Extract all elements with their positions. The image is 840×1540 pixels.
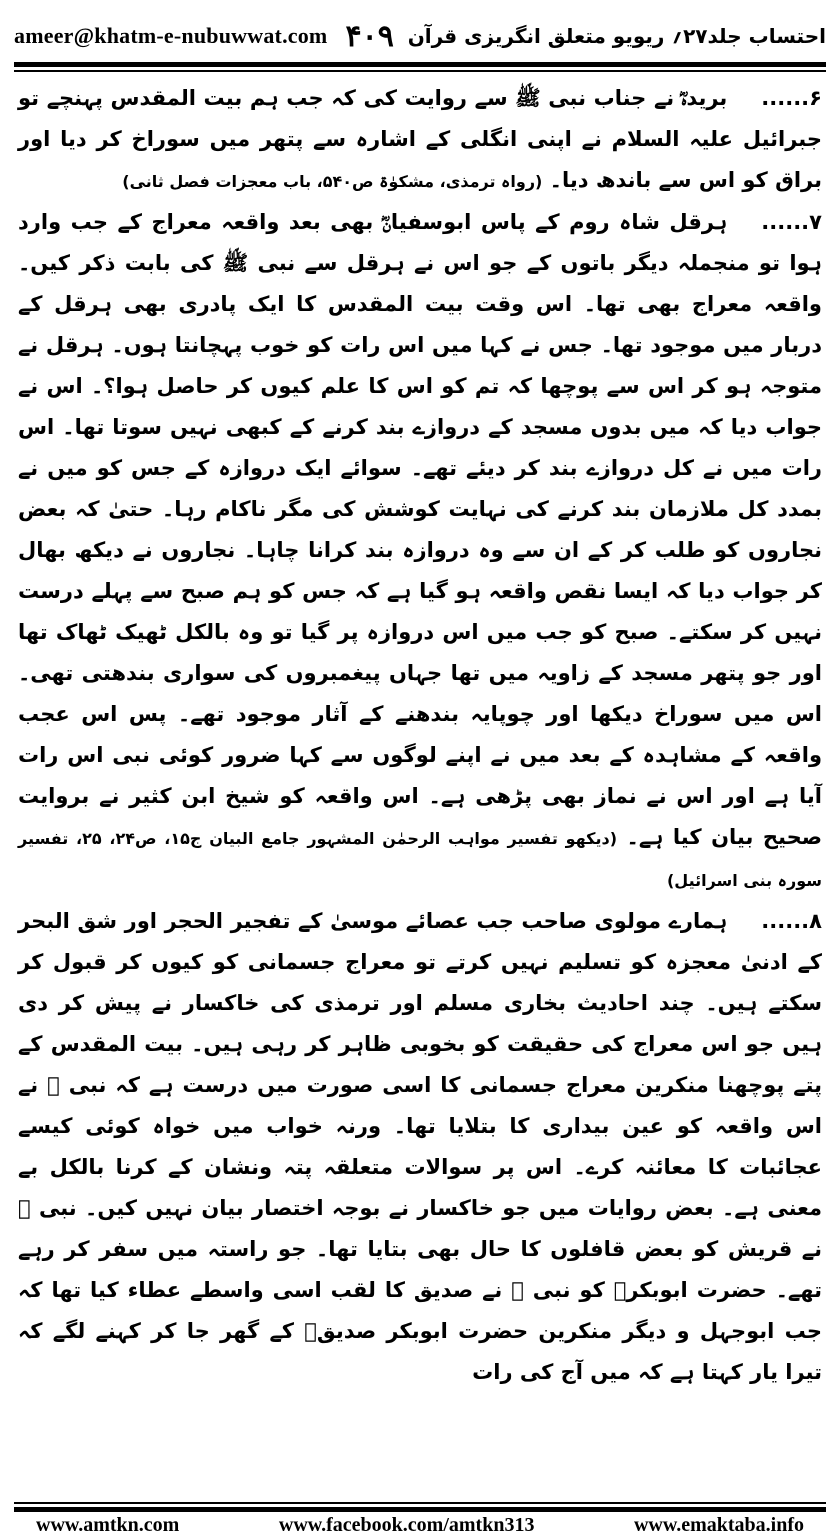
footer-rule-thin: [14, 1502, 826, 1504]
paragraph-number: ۷......: [761, 210, 822, 234]
paragraph-text: ہمارے مولوی صاحب جب عصائے موسیٰ کے تفجیر الحجر اور شق البحر کے ادنیٰ معجزہ کو تسلیم نہیں کرتے تو معراج جسمانی کو کیوں کر قبول کر سکتے ہیں۔ چند احادیث بخاری مسلم اور ترمذی کی خاکسار نے پیش کر دی ہیں جو اس معراج کی حقیقت کو بخوبی ظاہر کر رہی ہیں۔ بیت المقدس کے پتے پوچھنا منکرین معراج جسمانی کا اسی صورت میں درست ہے کہ نبی ﷺ نے اس واقعہ کو عین بیداری کا بتلایا تھا۔ ورنہ خواب میں خواہ کوئی کیسے عجائبات کا معائنہ کرے۔ اس پر سوالات متعلقہ پتہ ونشان کے کرنا بالکل بے معنی ہے۔ بعض روایات میں جو خاکسار نے بوجہ اختصار بیان نہیں کیں۔ نبی ﷺ نے قریش کو بعض قافلوں کا حال بھی بتایا تھا۔ جو راستہ میں سفر کر رہے تھے۔ حضرت ابوبکرؓ کو نبی ﷺ نے صدیق کا لقب اسی واسطے عطاء کیا تھا کہ جب ابوجہل و دیگر منکرین حضرت ابوبکر صدیقؓ کے گھر جا کر کہنے لگے کہ تیرا یار کہتا ہے کہ میں آج کی رات: [18, 909, 822, 1384]
paragraph-number: ۸......: [761, 909, 822, 933]
page-footer: [14, 1512, 826, 1538]
header-rule-thin: [14, 70, 826, 72]
footer-link-amtkn[interactable]: www.amtkn.com: [36, 1513, 180, 1536]
page-body: [18, 78, 822, 1393]
footer-link-emaktaba[interactable]: www.emaktaba.info: [633, 1513, 804, 1536]
running-title: احتساب جلد۲۷؍ ریویو متعلق انگریزی قرآن: [407, 24, 826, 48]
paragraph-reference: (رواہ ترمذی، مشکوٰۃ ص۵۴۰، باب معجزات فصل ثانی): [122, 172, 543, 191]
paragraph-reference: (دیکھو تفسیر مواہب الرحمٰن المشہور جامع البیان ج۱۵، ص۲۴، ۲۵، تفسیر سورہ بنی اسرائیل): [18, 829, 822, 890]
paragraph-text: بریدہؓ نے جناب نبی ﷺ سے روایت کی کہ جب ہم بیت المقدس پہنچے تو جبرائیل علیہ السلام نے اپنی انگلی کے اشارہ سے پتھر میں سوراخ کر دیا اور براق کو اس سے باندھ دیا۔: [18, 86, 822, 192]
header-rule-thick: [14, 62, 826, 67]
paragraph-number: ۶......: [761, 86, 822, 110]
paragraph-7: [18, 202, 822, 901]
header-left: [14, 19, 394, 54]
page-header: [14, 10, 826, 62]
page-number: ۴۰۹: [345, 18, 394, 54]
paragraph-6: [18, 78, 822, 202]
header-email: ameer@khatm-e-nubuwwat.com: [14, 23, 328, 48]
paragraph-text: ہرقل شاہ روم کے پاس ابوسفیانؓ بھی بعد واقعہ معراج کے جب وارد ہوا تو منجملہ دیگر باتوں کے جو اس نے ہرقل سے نبی ﷺ کی بابت ذکر کیں۔ واقعہ معراج بھی تھا۔ اس وقت بیت المقدس کا ایک پادری بھی ہرقل کے دربار میں موجود تھا۔ جس نے کہا میں اس رات کو خوب پہچانتا ہوں۔ ہرقل نے متوجہ ہو کر اس سے پوچھا کہ تم کو اس کا علم کیوں کر حاصل ہوا؟۔ اس نے جواب دیا کہ میں بدوں مسجد کے دروازے بند کرنے کے کبھی نہیں سوتا تھا۔ اس رات میں نے کل دروازے بند کر دیئے تھے۔ سوائے ایک دروازہ کے جس کو میں نے بمدد کل ملازمان بند کرنے کی نہایت کوشش کی مگر ناکام رہا۔ حتیٰ کہ بعض نجاروں کو طلب کر کے ان سے وہ دروازہ بند کرانا چاہا۔ نجاروں نے دیکھ بھال کر جواب دیا کہ ایسا نقص واقعہ ہو گیا ہے کہ جس کو ہم صبح سے پہلے درست نہیں کر سکتے۔ صبح کو جب میں اس دروازہ پر گیا تو وہ بالکل ٹھیک ٹھاک تھا اور جو پتھر مسجد کے زاویہ میں تھا جہاں پیغمبروں کی سواری بندھتی تھی۔ اس میں سوراخ دیکھا اور چوپایہ بندھنے کے آثار موجود تھے۔ پس اس عجب واقعہ کے مشاہدہ کے بعد میں نے اپنے لوگوں سے کہا ضرور کوئی نبی اس رات آیا ہے اور اس نے نماز بھی پڑھی ہے۔ اس واقعہ کو شیخ ابن کثیر نے بروایت صحیح بیان کیا ہے۔: [18, 210, 822, 849]
footer-link-facebook[interactable]: www.facebook.com/amtkn313: [278, 1513, 535, 1536]
paragraph-8: [18, 901, 822, 1393]
